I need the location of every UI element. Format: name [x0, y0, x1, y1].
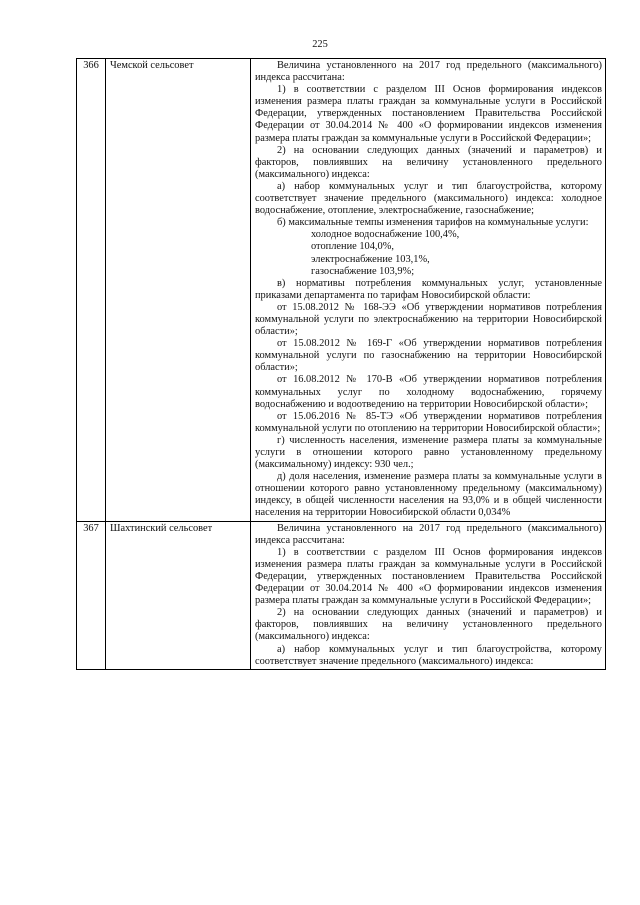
paragraph: г) численность населения, изменение размера платы за коммунальные услуги в отношении которого равно установленному предельному (максимальному) индексу: 930 чел.; [255, 434, 602, 471]
paragraph: д) доля населения, изменение размера платы за коммунальные услуги в отношении которого равно установленному предельному (максимальному) индексу, в общей численности населения на 93,0% и в общей численности населения на территории Новосибирской области 0,034% [255, 471, 602, 519]
paragraph: в) нормативы потребления коммунальных услуг, установленные приказами департамента по тарифам Новосибирской области: [255, 277, 602, 301]
municipality-index-table [76, 58, 606, 670]
page-number: 225 [312, 39, 328, 50]
paragraph: от 15.08.2012 № 169-Г «Об утверждении нормативов потребления коммунальной услуги по газоснабжению на территории Новосибирской области»; [255, 338, 602, 374]
row-number: 366 [77, 59, 106, 522]
paragraph: от 15.06.2016 № 85-ТЭ «Об утверждении нормативов потребления коммунальной услуги по отоплению на территории Новосибирской области»; [255, 410, 602, 434]
table-row [77, 59, 606, 522]
paragraph: Величина установленного на 2017 год предельного (максимального) индекса рассчитана: [255, 522, 602, 546]
tariff-item: холодное водоснабжение 100,4%, [311, 229, 460, 241]
index-description [251, 59, 606, 522]
paragraph: от 16.08.2012 № 170-В «Об утверждении нормативов потребления коммунальных услуг по холодному водоснабжению, горячему водоснабжению и водоотведению на территории Новосибирской области»; [255, 374, 602, 410]
paragraph: а) набор коммунальных услуг и тип благоустройства, которому соответствует значение предельного (максимального) индекса: [255, 643, 602, 667]
paragraph: 2) на основании следующих данных (значений и параметров) и факторов, повлиявших на величину установленного предельного (максимального) индекса: [255, 144, 602, 180]
paragraph: б) максимальные темпы изменения тарифов на коммунальные услуги: [277, 217, 589, 229]
paragraph: 2) на основании следующих данных (значений и параметров) и факторов, повлиявших на величину установленного предельного (максимального) индекса: [255, 607, 602, 643]
paragraph: Величина установленного на 2017 год предельного (максимального) индекса рассчитана: [255, 60, 602, 84]
paragraph: от 15.08.2012 № 168-ЭЭ «Об утверждении нормативов потребления коммунальной услуги по электроснабжению на территории Новосибирской области»; [255, 301, 602, 338]
paragraph: а) набор коммунальных услуг и тип благоустройства, которому соответствует значение предельного (максимального) индекса: холодное водоснабжение, отопление, электроснабжение, газоснабжение; [255, 180, 602, 217]
tariff-item: отопление 104,0%, [311, 241, 394, 253]
index-description [251, 521, 606, 669]
tariff-item: газоснабжение 103,9%; [311, 265, 415, 277]
tariff-item: электроснабжение 103,1%, [311, 253, 430, 265]
paragraph: 1) в соответствии с разделом III Основ формирования индексов изменения размера платы граждан за коммунальные услуги в Российской Федерации, утвержденных постановлением Правительства Российской Федерации от 30.04.2014 № 400 «О формировании индексов изменения размера платы граждан за коммунальные услуги в Российской Федерации»; [255, 546, 602, 607]
row-number: 367 [77, 521, 106, 669]
table-row [77, 521, 606, 669]
municipality-name: Шахтинский сельсовет [106, 521, 251, 669]
municipality-name: Чемской сельсовет [106, 59, 251, 522]
paragraph: 1) в соответствии с разделом III Основ формирования индексов изменения размера платы граждан за коммунальные услуги в Российской Федерации, утвержденных постановлением Правительства Российской Федерации от 30.04.2014 № 400 «О формировании индексов изменения размера платы граждан за коммунальные услуги в Российской Федерации»; [255, 84, 602, 144]
